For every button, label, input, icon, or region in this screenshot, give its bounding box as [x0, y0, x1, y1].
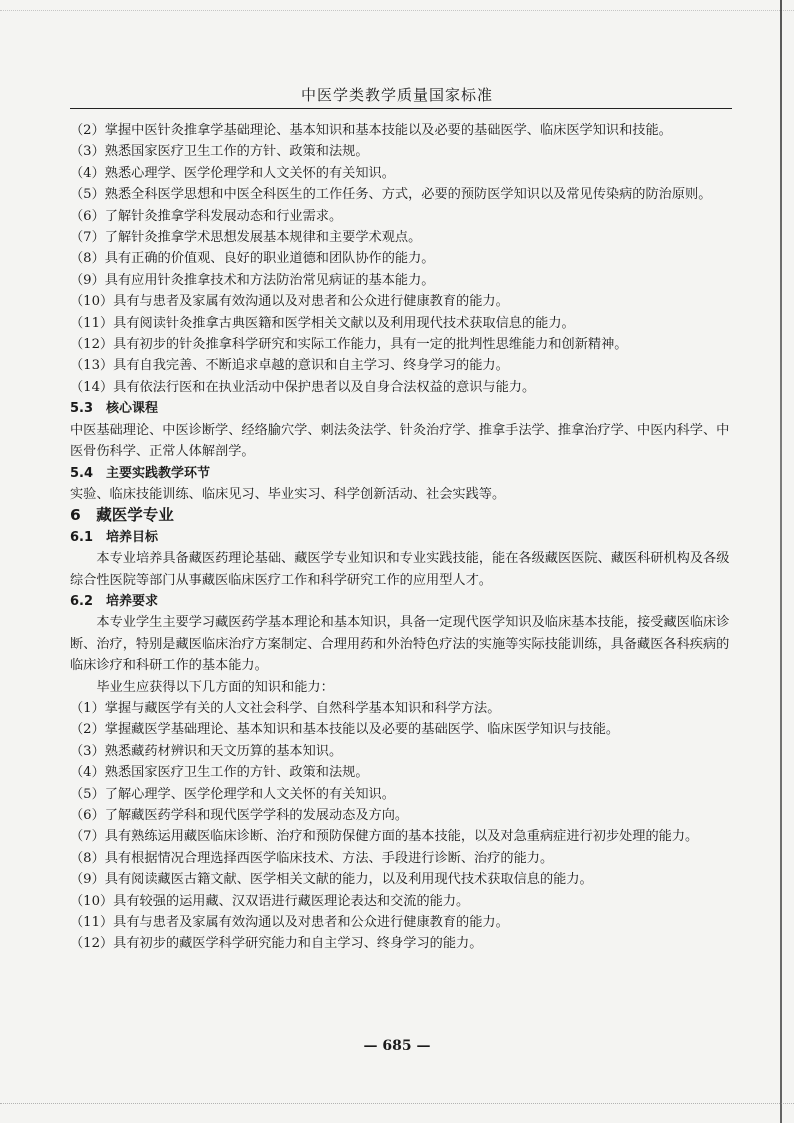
chapter-heading-tibetan-medicine: 6 藏医学专业	[70, 506, 174, 525]
list-item: （4）熟悉国家医疗卫生工作的方针、政策和法规。	[70, 765, 369, 781]
list-item: （2）掌握藏医学基础理论、基本知识和基本技能以及必要的基础医学、临床医学知识与技能。	[70, 722, 620, 738]
running-header: 中医学类教学质量国家标准	[300, 86, 493, 104]
list-item: （10）具有较强的运用藏、汉双语进行藏医理论表达和交流的能力。	[70, 893, 470, 909]
list-item: （3）熟悉藏药材辨识和天文历算的基本知识。	[70, 743, 343, 759]
section-heading-core-courses: 5.3 核心课程	[70, 401, 159, 417]
section-heading-training-goal: 6.1 培养目标	[70, 529, 159, 545]
requirements-list-tibetan	[70, 698, 732, 955]
training-requirements-text: 本专业学生主要学习藏医药学基本理论和基本知识，具备一定现代医学知识及临床基本技能，接受藏医临床诊断、治疗，特别是藏医临床治疗方案制定、合理用药和外治特色疗法的实施等实际技能训练，具备藏医各科疾病的临床诊疗和科研工作的基本能力。	[70, 615, 730, 674]
list-item: （7）了解针灸推拿学术思想发展基本规律和主要学术观点。	[70, 230, 422, 246]
list-item: （4）熟悉心理学、医学伦理学和人文关怀的有关知识。	[70, 165, 395, 181]
scan-artifact-top	[0, 10, 794, 12]
training-goal-text: 本专业培养具备藏医药理论基础、藏医学专业知识和专业实践技能，能在各级藏医医院、藏医科研机构及各级综合性医院等部门从事藏医临床医疗工作和科学研究工作的应用型人才。	[70, 551, 730, 588]
list-item: （2）掌握中医针灸推拿学基础理论、基本知识和基本技能以及必要的基础医学、临床医学知识和技能。	[70, 123, 672, 138]
scan-artifact-edge	[780, 0, 782, 1123]
list-item: （11）具有与患者及家属有效沟通以及对患者和公众进行健康教育的能力。	[70, 915, 509, 931]
list-item: （12）具有初步的藏医学科学研究能力和自主学习、终身学习的能力。	[70, 936, 483, 952]
list-item: （3）熟悉国家医疗卫生工作的方针、政策和法规。	[70, 144, 369, 160]
page-number: — 685 —	[363, 1038, 431, 1054]
section-heading-practice: 5.4 主要实践教学环节	[70, 465, 211, 481]
list-item: （11）具有阅读针灸推拿古典医籍和医学相关文献以及利用现代技术获取信息的能力。	[70, 315, 575, 331]
page-body	[70, 120, 732, 955]
list-item: （7）具有熟练运用藏医临床诊断、治疗和预防保健方面的基本技能，以及对急重病症进行初步处理的能力。	[70, 829, 699, 845]
list-item: （6）了解藏医药学科和现代医学学科的发展动态及方向。	[70, 808, 409, 823]
core-courses-text: 中医基础理论、中医诊断学、经络腧穴学、刺法灸法学、针灸治疗学、推拿手法学、推拿治疗学、中医内科学、中医骨伤科学、正常人体解剖学。	[70, 422, 730, 460]
list-item: （12）具有初步的针灸推拿科学研究和实际工作能力，具有一定的批判性思维能力和创新精神。	[70, 337, 628, 353]
list-item: （1）掌握与藏医学有关的人文社会科学、自然科学基本知识和科学方法。	[70, 700, 501, 716]
list-item: （8）具有正确的价值观、良好的职业道德和团队协作的能力。	[70, 251, 435, 267]
scan-artifact-bottom	[0, 1103, 794, 1105]
list-item: （6）了解针灸推拿学科发展动态和行业需求。	[70, 208, 343, 224]
list-item: （14）具有依法行医和在执业活动中保护患者以及自身合法权益的意识与能力。	[70, 379, 536, 395]
list-item: （9）具有阅读藏医古籍文献、医学相关文献的能力，以及利用现代技术获取信息的能力。	[70, 872, 593, 888]
header-rule	[70, 108, 732, 109]
list-item: （5）了解心理学、医学伦理学和人文关怀的有关知识。	[70, 786, 395, 802]
practice-text: 实验、临床技能训练、临床见习、毕业实习、科学创新活动、社会实践等。	[70, 486, 506, 502]
list-item: （8）具有根据情况合理选择西医学临床技术、方法、手段进行诊断、治疗的能力。	[70, 850, 554, 866]
list-item: （5）熟悉全科医学思想和中医全科医生的工作任务、方式，必要的预防医学知识以及常见传染病的防治原则。	[70, 187, 712, 203]
requirements-intro: 毕业生应获得以下几方面的知识和能力：	[96, 679, 334, 695]
list-item: （13）具有自我完善、不断追求卓越的意识和自主学习、终身学习的能力。	[70, 358, 509, 374]
list-item: （9）具有应用针灸推拿技术和方法防治常见病证的基本能力。	[70, 272, 435, 288]
requirements-list-acupuncture	[70, 120, 732, 398]
list-item: （10）具有与患者及家属有效沟通以及对患者和公众进行健康教育的能力。	[70, 294, 509, 310]
section-heading-training-requirements: 6.2 培养要求	[70, 593, 159, 609]
